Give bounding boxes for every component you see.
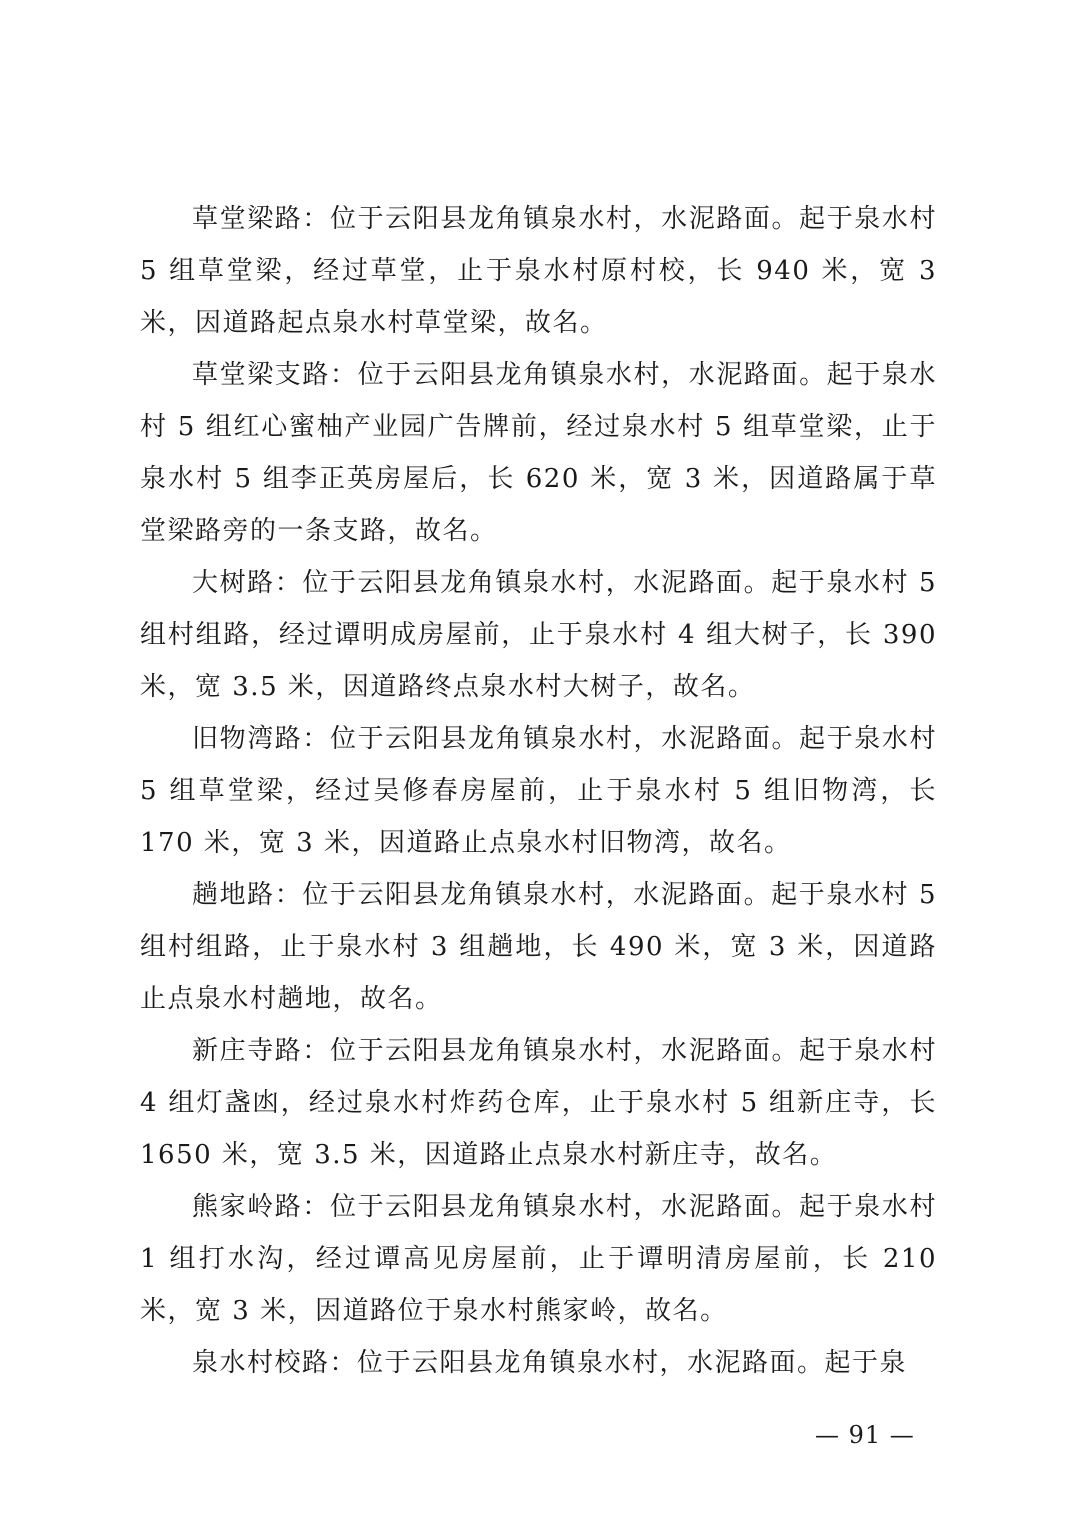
road-name: 旧物湾路： — [192, 724, 330, 754]
road-description: 位于云阳县龙角镇泉水村，水泥路面。起于泉 — [357, 1348, 908, 1378]
road-description: 位于云阳县龙角镇泉水村，水泥路面。起于泉水村 5 组红心蜜柚产业园广告牌前，经过泉水村 5 组草堂梁，止于泉水村 5 组李正英房屋后，长 620 米，宽 3 米，因道路属于草堂梁路旁的一条支路，故名。 — [140, 360, 937, 546]
road-entry-quanshui-school — [140, 1337, 937, 1389]
road-entry-xiongjialing — [140, 1181, 937, 1337]
document-body — [140, 193, 937, 1389]
road-description: 位于云阳县龙角镇泉水村，水泥路面。起于泉水村 5 组草堂梁，经过吴修春房屋前，止于泉水村 5 组旧物湾，长 170 米，宽 3 米，因道路止点泉水村旧物湾，故名。 — [140, 724, 937, 858]
road-description: 位于云阳县龙角镇泉水村，水泥路面。起于泉水村 5 组村组路，止于泉水村 3 组趟地，长 490 米，宽 3 米，因道路止点泉水村趟地，故名。 — [140, 880, 937, 1014]
road-name: 大树路： — [192, 568, 303, 598]
road-name: 泉水村校路： — [192, 1348, 358, 1378]
road-name: 熊家岭路： — [192, 1192, 330, 1222]
road-entry-tangdi — [140, 869, 937, 1025]
road-entry-xinzhuangsi — [140, 1025, 937, 1181]
road-name: 草堂梁支路： — [192, 360, 358, 390]
road-name: 新庄寺路： — [192, 1036, 330, 1066]
road-entry-dashu — [140, 557, 937, 713]
road-name: 趟地路： — [192, 880, 303, 910]
road-entry-caotangliang — [140, 193, 937, 349]
road-description: 位于云阳县龙角镇泉水村，水泥路面。起于泉水村 1 组打水沟，经过谭高见房屋前，止于谭明清房屋前，长 210 米，宽 3 米，因道路位于泉水村熊家岭，故名。 — [140, 1192, 937, 1326]
road-description: 位于云阳县龙角镇泉水村，水泥路面。起于泉水村 5 组村组路，经过谭明成房屋前，止于泉水村 4 组大树子，长 390 米，宽 3.5 米，因道路终点泉水村大树子，故名。 — [140, 568, 937, 702]
road-name: 草堂梁路： — [192, 204, 330, 234]
road-description: 位于云阳县龙角镇泉水村，水泥路面。起于泉水村 5 组草堂梁，经过草堂，止于泉水村原村校，长 940 米，宽 3 米，因道路起点泉水村草堂梁，故名。 — [140, 204, 937, 338]
road-description: 位于云阳县龙角镇泉水村，水泥路面。起于泉水村 4 组灯盏凼，经过泉水村炸药仓库，止于泉水村 5 组新庄寺，长 1650 米，宽 3.5 米，因道路止点泉水村新庄寺，故名。 — [140, 1036, 937, 1170]
page-number: — 91 — — [815, 1421, 915, 1449]
road-entry-jiuwuwan — [140, 713, 937, 869]
road-entry-caotangliang-branch — [140, 349, 937, 557]
